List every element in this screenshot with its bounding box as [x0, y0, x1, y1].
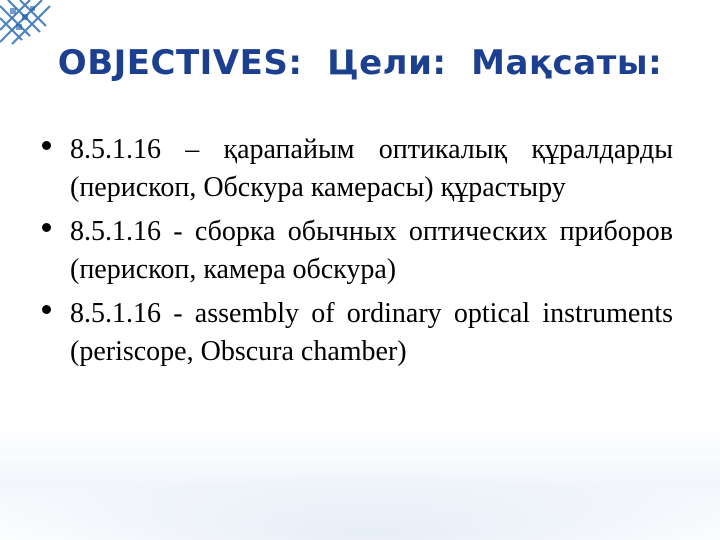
bullet-dot-icon: [42, 223, 51, 232]
slide-title: OBJECTIVES: Цели: Мақсаты:: [57, 43, 663, 83]
bullet-item-russian: [40, 213, 673, 289]
bullet-item-kazakh: [40, 131, 673, 207]
bullet-text: 8.5.1.16 - assembly of ordinary optical instruments (periscope, Obscura chamber): [70, 298, 673, 367]
bullet-text: 8.5.1.16 – қарапайым оптикалық құралдарды (перископ, Обскура камерасы) құрастыру: [70, 134, 673, 203]
background-swoosh: [0, 470, 720, 540]
bullet-item-english: [40, 295, 673, 371]
bullet-dot-icon: [42, 141, 51, 150]
bullet-list: [40, 131, 673, 377]
bullet-text: 8.5.1.16 - сборка обычных оптических приборов (перископ, камера обскура): [70, 216, 673, 285]
bullet-dot-icon: [42, 305, 51, 314]
grid-globe-logo-icon: [0, 0, 52, 46]
